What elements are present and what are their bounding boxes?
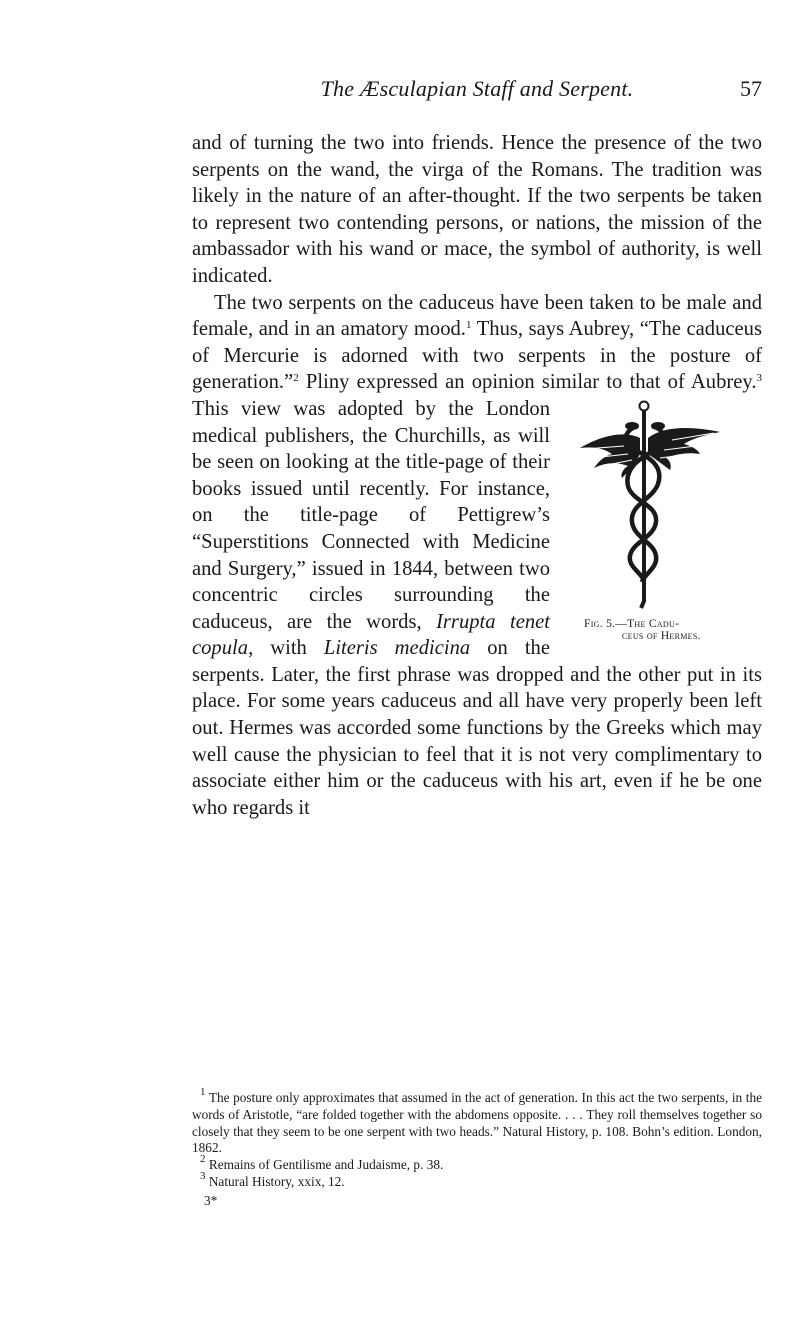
body-text (192, 130, 762, 821)
footnote-ref-3: 3 (756, 372, 762, 385)
footnote-1-text: The posture only approximates that assumed in the act of generation. In this act the two serpents, in the words of Aristotle, “are folded together with the abdomens opposite. . . . They roll themselves together so closely that they seem to be one serpent with two heads.” Natural History, p. 108. Bohn’s edition. London, 1862. (192, 1090, 763, 1156)
caduceus-icon (572, 396, 752, 611)
paragraph-2 (192, 290, 762, 822)
paragraph-2-text-d: This view was adopted by the London medical publishers, the Churchills, as will be seen on looking at the title-page of their books issued until recently. For instance, on the title-page of Pettigrew’s “Superstitions Connected with Medicine and Surgery,” issued in 1844, between two concentric circles surrounding the caduceus, are the words, (192, 397, 550, 633)
caduceus-figure (562, 396, 762, 646)
paragraph-2-text-a: The two serpents on the caduceus have been taken to be male and female, and in an amatory mood. (192, 291, 762, 341)
footnote-2 (192, 1153, 762, 1174)
paragraph-2-text-c: Pliny expressed an opinion similar to that of Aubrey. (298, 371, 757, 394)
figure-caption-line-2: ceus of Hermes. (622, 629, 701, 642)
footnote-2-text: Remains of Gentilisme and Judaisme, p. 38. (208, 1157, 444, 1173)
figure-caption (562, 618, 762, 642)
running-header (192, 76, 762, 108)
page-number: 57 (740, 76, 762, 101)
footnote-1 (192, 1086, 763, 1157)
footnote-3 (192, 1169, 762, 1191)
footnote-3-text: Natural History, xxix, 12. (208, 1173, 345, 1189)
footnote-mark-3: 3 (200, 1169, 206, 1182)
phrase-literis: Literis medicina (323, 637, 471, 660)
footnote-ref-1: 1 (465, 319, 472, 332)
footnotes (192, 1086, 763, 1210)
footnote-mark-1: 1 (200, 1086, 206, 1098)
paragraph-2-text-b: Thus, says Aubrey, “The caduceus of Mercurie is adorned with two serpents in the posture of generation.” (192, 318, 762, 394)
running-title: The Æsculapian Staff and Serpent. (320, 76, 634, 101)
paragraph-2-text-h: on the serpents. Later, the first phrase was dropped and the other put in its place. For some years caduceus and all have very properly been left out. Hermes was accorded some functions by the Greeks which may well cause the physician to feel that it is not very complimentary to associate either him or the caduceus with his art, even if he be one who regards it (192, 637, 762, 819)
paragraph-1: and of turning the two into friends. Hence the presence of the two serpents on the wand, the virga of the Romans. The tradition was likely in the nature of an after-thought. If the two serpents be taken to represent two contending persons, or nations, the mission of the ambassador with his wand or mace, the symbol of authority, is well indicated. (192, 132, 762, 287)
figure-caption-line-1: Fig. 5.—The Cadu- (584, 617, 680, 630)
signature-mark: 3* (204, 1192, 218, 1208)
phrase-irrupta: Irrupta tenet copula (192, 610, 550, 660)
paragraph-2-text-f: , with (248, 637, 324, 660)
footnote-ref-2: 2 (293, 372, 299, 385)
footnote-mark-2: 2 (200, 1153, 206, 1166)
